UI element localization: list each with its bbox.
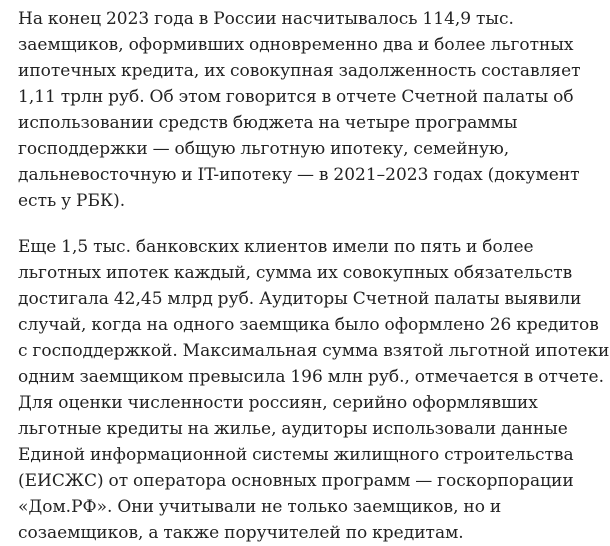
article-paragraph-2: Еще 1,5 тыс. банковских клиентов имели по пять и более льготных ипотек каждый, сумма их совокупных обязательств достигала 42,45 млрд руб. Аудиторы Счетной палаты выявили случай, когда на одного заемщика было оформлено 26 кредитов с господдержкой. Максимальная сумма взятой льготной ипотеки одним заемщиком превысила 196 млн руб., отмечается в отчете. Для оценки численности россиян, серийно оформлявших льготные кредиты на жилье, аудиторы использовали данные Единой информационной системы жилищного строительства (ЕИСЖС) от оператора основных программ — госкорпорации «Дом.РФ». Они учитывали не только заемщиков, но и созаемщиков, а также поручителей по кредитам.: [18, 237, 610, 543]
article-paragraph-1: На конец 2023 года в России насчитывалось 114,9 тыс. заемщиков, оформивших одновременно два и более льготных ипотечных кредита, их совокупная задолженность составляет 1,11 трлн руб. Об этом говорится в отчете Счетной палаты об использовании средств бюджета на четыре программы господдержки — общую льготную ипотеку, семейную, дальневосточную и IT-ипотеку — в 2021–2023 годах (документ есть у РБК).: [18, 9, 581, 211]
